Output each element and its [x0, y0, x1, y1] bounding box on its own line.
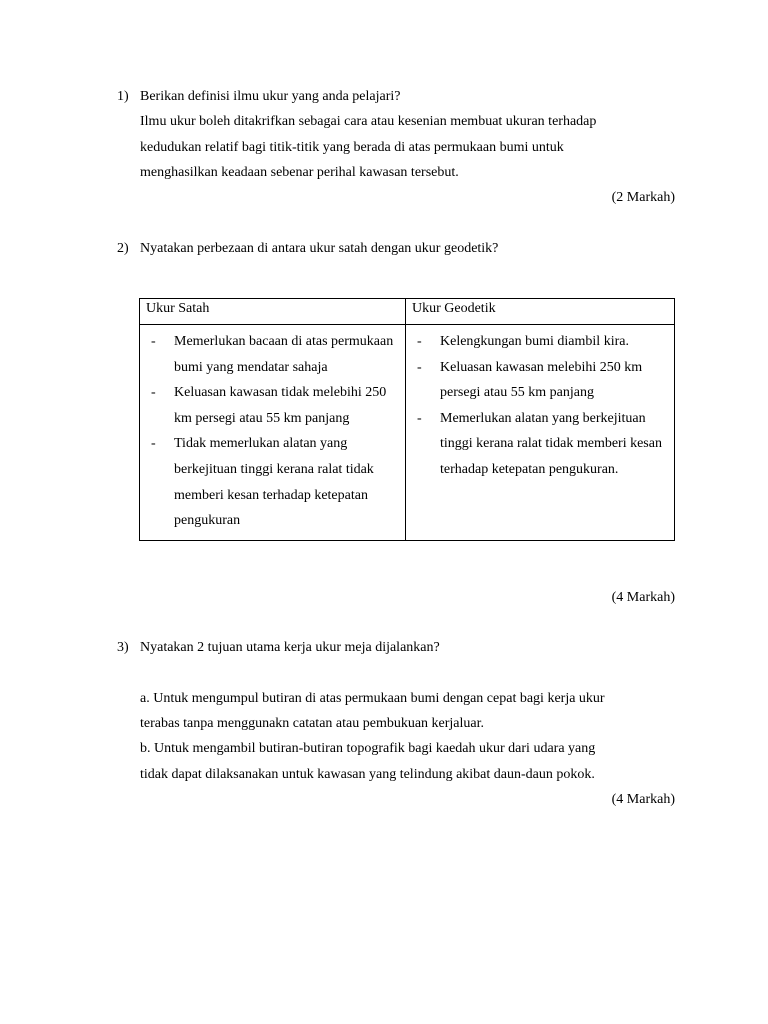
list-item	[412, 355, 668, 406]
list-item	[412, 406, 668, 483]
ukur-satah-list	[146, 329, 399, 534]
list-item-text: Memerlukan alatan yang berkejituan tinggi kerana ralat tidak memberi kesan terhadap ketepatan pengukuran.	[440, 410, 662, 477]
bullet-dash: -	[417, 359, 422, 375]
bullet-dash: -	[417, 410, 422, 426]
table-header-ukur-satah: Ukur Satah	[140, 299, 406, 325]
question-2-number: 2)	[117, 241, 129, 256]
question-3-number: 3)	[117, 640, 129, 655]
ukur-geodetik-list	[412, 329, 668, 483]
list-item	[412, 329, 668, 355]
question-3-marks: (4 Markah)	[611, 792, 675, 807]
question-1-answer-line: menghasilkan keadaan sebenar perihal kawasan tersebut.	[140, 165, 459, 180]
bullet-dash: -	[151, 334, 156, 349]
list-item	[146, 329, 399, 380]
comparison-table	[139, 298, 675, 541]
list-item	[146, 380, 399, 431]
question-1-text: Berikan definisi ilmu ukur yang anda pelajari?	[140, 89, 401, 104]
list-item-text: Tidak memerlukan alatan yang berkejituan tinggi kerana ralat tidak memberi kesan terhadap ketepatan pengukuran	[174, 436, 374, 529]
list-item-text: Keluasan kawasan tidak melebihi 250 km persegi atau 55 km panjang	[174, 385, 387, 426]
table-row	[140, 325, 675, 541]
question-1-marks: (2 Markah)	[611, 190, 675, 205]
ukur-geodetik-cell	[406, 325, 675, 541]
question-2-text: Nyatakan perbezaan di antara ukur satah dengan ukur geodetik?	[140, 241, 499, 256]
list-item	[146, 431, 399, 533]
question-2-marks: (4 Markah)	[611, 590, 675, 605]
list-item-text: Memerlukan bacaan di atas permukaan bumi yang mendatar sahaja	[174, 334, 394, 375]
bullet-dash: -	[417, 334, 422, 349]
question-1-answer-line: Ilmu ukur boleh ditakrifkan sebagai cara atau kesenian membuat ukuran terhadap	[140, 114, 597, 129]
question-1-answer-line: kedudukan relatif bagi titik-titik yang berada di atas permukaan bumi untuk	[140, 140, 564, 155]
bullet-dash: -	[151, 385, 156, 401]
list-item-text: Keluasan kawasan melebihi 250 km persegi atau 55 km panjang	[440, 359, 643, 401]
question-3-answer-line: b. Untuk mengambil butiran-butiran topografik bagi kaedah ukur dari udara yang	[140, 741, 596, 756]
question-1-number: 1)	[117, 89, 129, 104]
question-3-answer-line: tidak dapat dilaksanakan untuk kawasan yang telindung akibat daun-daun pokok.	[140, 767, 595, 782]
question-3-answer-line: a. Untuk mengumpul butiran di atas permukaan bumi dengan cepat bagi kerja ukur	[140, 691, 605, 706]
question-3-answer-line: terabas tanpa menggunakn catatan atau pembukuan kerjaluar.	[140, 716, 485, 731]
list-item-text: Kelengkungan bumi diambil kira.	[440, 334, 629, 349]
bullet-dash: -	[151, 436, 156, 452]
ukur-satah-cell	[140, 325, 406, 541]
table-header-ukur-geodetik: Ukur Geodetik	[406, 299, 675, 325]
table-header-row	[140, 299, 675, 325]
question-3-text: Nyatakan 2 tujuan utama kerja ukur meja dijalankan?	[140, 640, 440, 655]
